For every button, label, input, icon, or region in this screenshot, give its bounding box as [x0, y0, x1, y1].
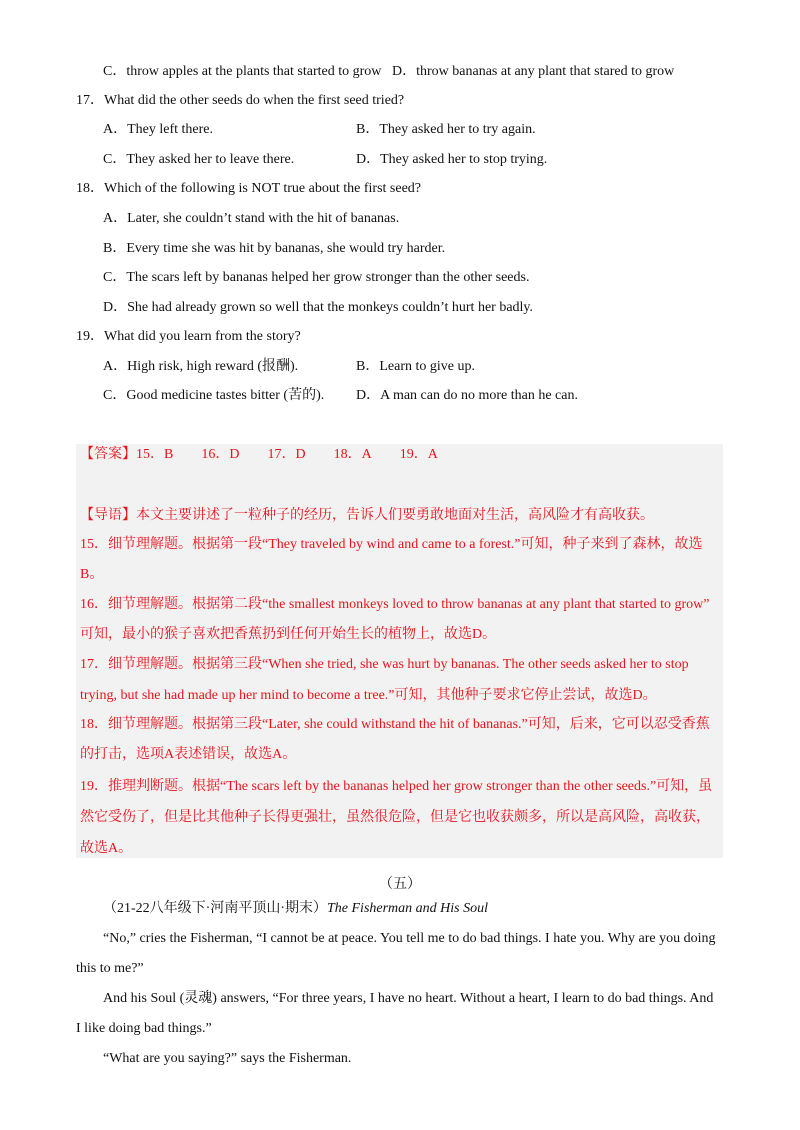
q17-option-a: A．They left there. — [103, 122, 214, 137]
answer-label: 【答案】 — [80, 447, 136, 462]
answer-key — [80, 446, 438, 464]
q19-option-c: C．Good medicine tastes bitter (苦的). — [103, 388, 325, 403]
q18-option-b: B．Every time she was hit by bananas, she would try harder. — [103, 241, 446, 256]
q18-option-d: D．She had already grown so well that the monkeys couldn’t hurt her badly. — [103, 300, 534, 315]
q18-option-c: C．The scars left by bananas helped her grow stronger than the other seeds. — [103, 270, 530, 285]
answer-17: 17．D — [267, 447, 306, 462]
analysis-18-line1: 18．细节理解题。根据第三段“Later, she could withstand the hit of bananas.”可知，后来，它可以忍受香蕉 — [80, 717, 710, 732]
passage-p1-line2: this to me?” — [76, 961, 144, 976]
answer-16: 16．D — [201, 447, 240, 462]
q17-stem: 17．What did the other seeds do when the first seed tried? — [76, 93, 405, 108]
q16-option-c: C．throw apples at the plants that started to grow — [103, 64, 382, 79]
analysis-17-line1: 17．细节理解题。根据第三段“When she tried, she was hurt by bananas. The other seeds asked her to stop — [80, 657, 689, 672]
answer-19: 19．A — [399, 447, 438, 462]
q19-stem: 19．What did you learn from the story? — [76, 329, 301, 344]
passage-title: The Fisherman and His Soul — [327, 901, 488, 916]
q19-option-d: D．A man can do no more than he can. — [356, 388, 578, 403]
q17-option-c: C．They asked her to leave there. — [103, 152, 295, 167]
passage-p3: “What are you saying?” says the Fisherman. — [103, 1051, 352, 1066]
answer-18: 18．A — [333, 447, 372, 462]
q18-stem: 18．Which of the following is NOT true about the first seed? — [76, 181, 421, 196]
analysis-17-line2: trying, but she had made up her mind to become a tree.”可知，其他种子要求它停止尝试，故选D。 — [80, 688, 657, 703]
analysis-18-line2: 的打击，选项A表述错误，故选A。 — [80, 747, 297, 762]
passage-p2-line1: And his Soul (灵魂) answers, “For three years, I have no heart. Without a heart, I learn to do bad things. And — [103, 991, 714, 1006]
q16-option-d: D．throw bananas at any plant that stared to grow — [392, 64, 675, 79]
q17-option-b: B．They asked her to try again. — [356, 122, 536, 137]
q19-option-a: A．High risk, high reward (报酬). — [103, 359, 299, 374]
answer-15: 15．B — [136, 447, 174, 462]
analysis-19-line3: 故选A。 — [80, 841, 133, 856]
analysis-19-line2: 然它受伤了，但是比其他种子长得更强壮，虽然很危险，但是它也收获颇多，所以是高风险，高收获， — [80, 810, 710, 825]
passage-heading — [103, 900, 488, 918]
analysis-16-line2: 可知，最小的猴子喜欢把香蕉扔到任何开始生长的植物上，故选D。 — [80, 627, 497, 642]
analysis-16-line1: 16．细节理解题。根据第二段“the smallest monkeys loved to throw bananas at any plant that started to grow” — [80, 597, 710, 612]
analysis-15-line2: B。 — [80, 567, 104, 582]
passage-source: （21-22八年级下·河南平顶山·期末） — [103, 901, 327, 916]
analysis-19-line1: 19．推理判断题。根据“The scars left by the bananas helped her grow stronger than the other seeds.”可知，虽 — [80, 779, 713, 794]
q18-option-a: A．Later, she couldn’t stand with the hit of bananas. — [103, 211, 400, 226]
passage-p1-line1: “No,” cries the Fisherman, “I cannot be at peace. You tell me to do bad things. I hate you. Why are you doing — [103, 931, 716, 946]
analysis-intro: 【导语】本文主要讲述了一粒种子的经历，告诉人们要勇敢地面对生活，高风险才有高收获。 — [80, 508, 654, 523]
q19-option-b: B．Learn to give up. — [356, 359, 475, 374]
analysis-15-line1: 15．细节理解题。根据第一段“They traveled by wind and came to a forest.”可知，种子来到了森林，故选 — [80, 537, 703, 552]
passage-p2-line2: I like doing bad things.” — [76, 1021, 212, 1036]
q17-option-d: D．They asked her to stop trying. — [356, 152, 548, 167]
section-number: （五） — [379, 877, 421, 892]
